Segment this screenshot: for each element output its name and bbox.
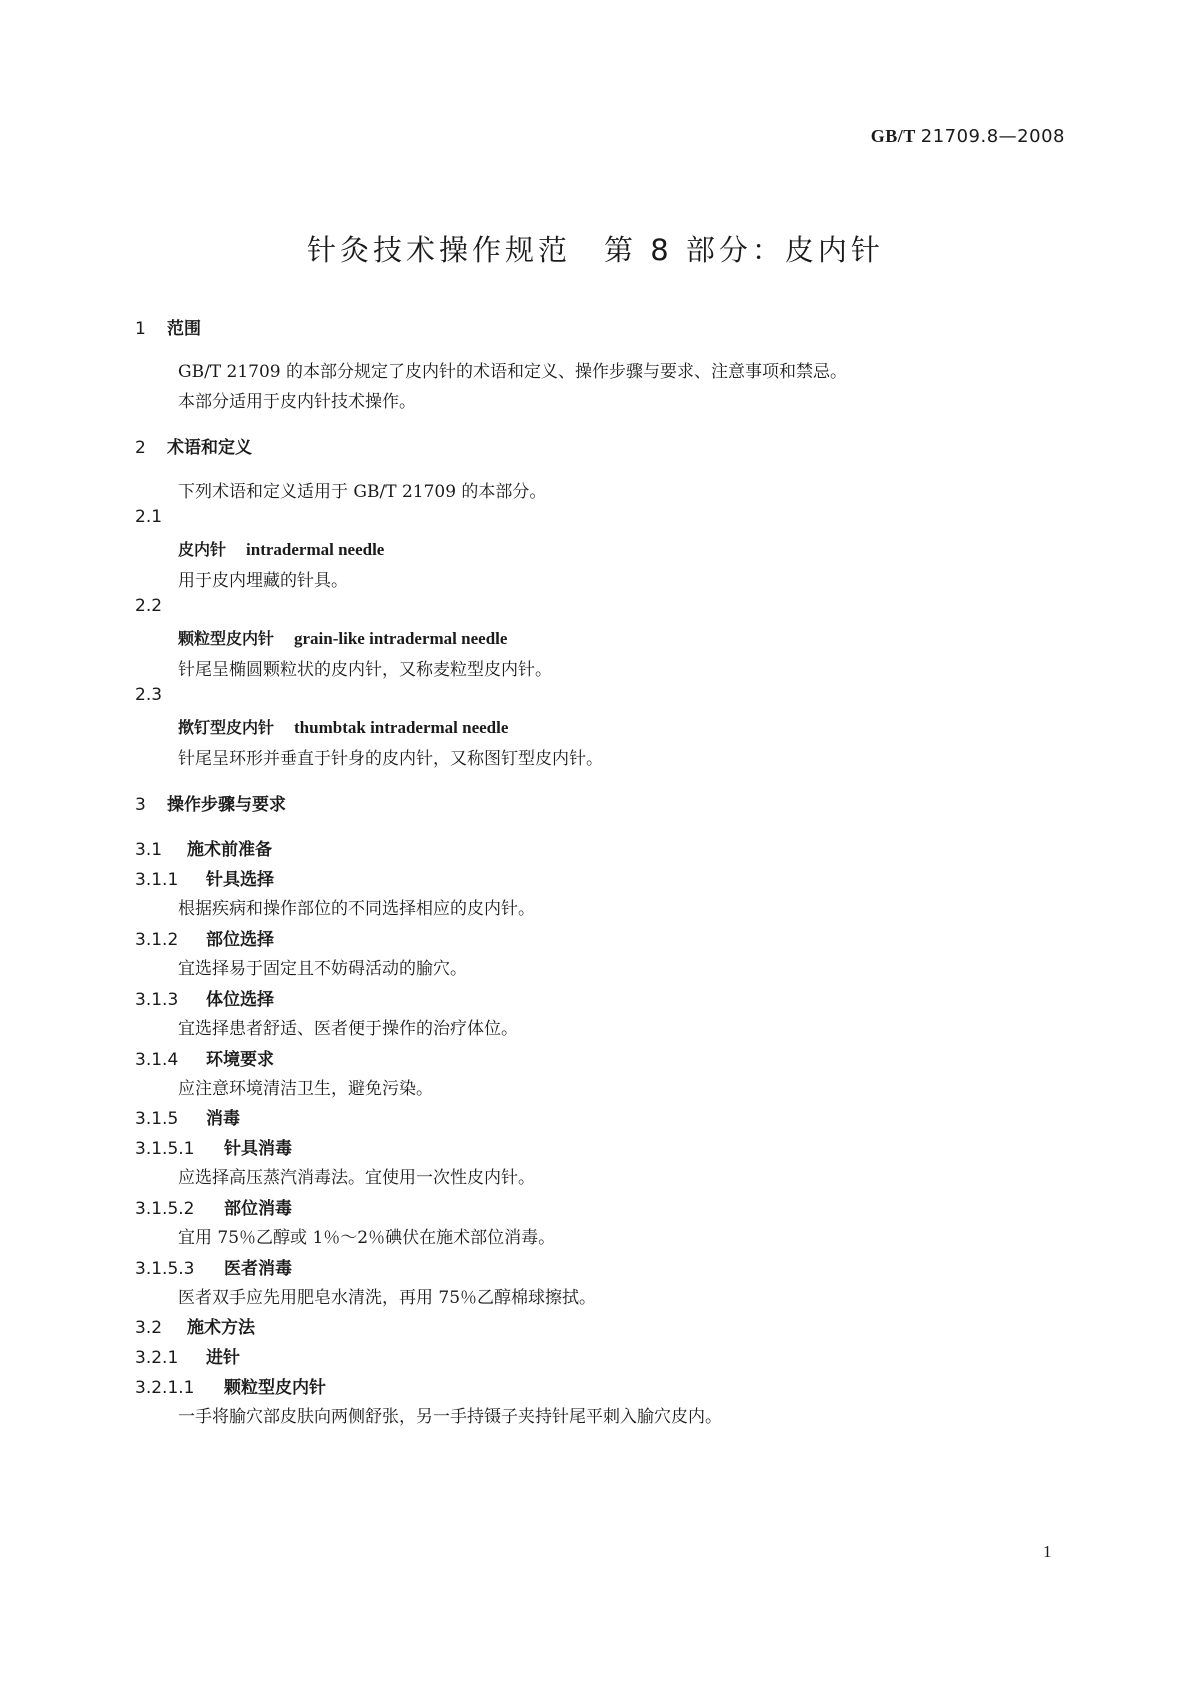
section-3-1-5-3-heading (135, 1254, 292, 1279)
section-number: 3.2.1 (135, 1348, 179, 1368)
section-title: 环境要求 (206, 1050, 274, 1070)
section-number: 3.1.5.2 (135, 1199, 195, 1219)
term-zh: 揿钉型皮内针 (178, 718, 275, 737)
section-3-1-1-text: 根据疾病和操作部位的不同选择相应的皮内针。 (178, 899, 535, 919)
term-2-2-number: 2.2 (135, 596, 163, 616)
term-en: thumbtak intradermal needle (294, 718, 509, 737)
section-number: 3.2.1.1 (135, 1378, 195, 1398)
section-3-1-3-heading (135, 985, 274, 1010)
section-3-1-2-heading (135, 925, 274, 950)
section-title: 针具选择 (206, 870, 274, 890)
section-number: 3.1.5 (135, 1109, 179, 1129)
section-title: 范围 (167, 319, 201, 339)
section-number: 3.1.2 (135, 930, 179, 950)
section-title: 进针 (206, 1348, 240, 1368)
section-3-heading (135, 790, 286, 815)
section-number: 1 (135, 319, 146, 339)
section-2-heading (135, 433, 252, 458)
section-1-paragraph-1: GB/T 21709 的本部分规定了皮内针的术语和定义、操作步骤与要求、注意事项和禁忌。 (178, 362, 848, 382)
section-title: 医者消毒 (224, 1259, 292, 1279)
standard-prefix: GB/T (870, 126, 916, 146)
section-title: 施术前准备 (187, 840, 272, 860)
section-3-1-4-text: 应注意环境清洁卫生，避免污染。 (178, 1079, 433, 1099)
section-3-1-5-heading (135, 1104, 240, 1129)
section-title: 操作步骤与要求 (167, 795, 286, 815)
term-2-1-number: 2.1 (135, 507, 163, 527)
section-number: 3.1.3 (135, 990, 179, 1010)
section-title: 体位选择 (206, 990, 274, 1010)
term-2-2-definition: 针尾呈椭圆颗粒状的皮内针，又称麦粒型皮内针。 (178, 660, 552, 680)
section-number: 3 (135, 795, 146, 815)
section-3-2-1-1-text: 一手将腧穴部皮肤向两侧舒张，另一手持镊子夹持针尾平刺入腧穴皮内。 (178, 1407, 722, 1427)
standard-code (871, 126, 1065, 147)
section-3-1-4-heading (135, 1045, 274, 1070)
section-title: 施术方法 (187, 1318, 255, 1338)
section-number: 3.1.5.1 (135, 1139, 195, 1159)
term-zh: 颗粒型皮内针 (178, 629, 275, 648)
document-title: 针灸技术操作规范 第 8 部分：皮内针 (307, 233, 884, 267)
section-3-2-heading (135, 1313, 255, 1338)
section-3-2-1-1-heading (135, 1373, 326, 1398)
section-number: 3.1.1 (135, 870, 179, 890)
section-number: 3.1.4 (135, 1050, 179, 1070)
section-1-paragraph-2: 本部分适用于皮内针技术操作。 (178, 392, 416, 412)
section-number: 3.1.5.3 (135, 1259, 195, 1279)
term-2-1-name (178, 537, 384, 560)
section-3-1-heading (135, 835, 272, 860)
section-3-1-5-3-text: 医者双手应先用肥皂水清洗，再用 75％乙醇棉球擦拭。 (178, 1288, 597, 1308)
section-3-1-3-text: 宜选择患者舒适、医者便于操作的治疗体位。 (178, 1019, 518, 1039)
section-1-heading (135, 314, 201, 339)
section-number: 2 (135, 438, 146, 458)
term-2-3-name (178, 715, 508, 738)
section-3-1-5-1-text: 应选择高压蒸汽消毒法。宜使用一次性皮内针。 (178, 1168, 535, 1188)
term-2-1-definition: 用于皮内埋藏的针具。 (178, 571, 348, 591)
section-title: 消毒 (206, 1109, 240, 1129)
section-3-1-2-text: 宜选择易于固定且不妨碍活动的腧穴。 (178, 959, 467, 979)
term-2-2-name (178, 626, 507, 649)
term-en: intradermal needle (246, 540, 385, 559)
term-2-3-number: 2.3 (135, 685, 163, 705)
section-title: 部位消毒 (224, 1199, 292, 1219)
section-title: 部位选择 (206, 930, 274, 950)
section-3-1-5-2-text: 宜用 75％乙醇或 1％～2％碘伏在施术部位消毒。 (178, 1228, 556, 1248)
section-number: 3.2 (135, 1318, 163, 1338)
section-3-1-1-heading (135, 865, 274, 890)
section-3-1-5-1-heading (135, 1134, 292, 1159)
section-title: 颗粒型皮内针 (224, 1378, 326, 1398)
section-3-1-5-2-heading (135, 1194, 292, 1219)
term-en: grain-like intradermal needle (294, 629, 508, 648)
standard-number: 21709.8—2008 (920, 126, 1065, 147)
section-title: 术语和定义 (167, 438, 252, 458)
page-number: 1 (1043, 1542, 1052, 1561)
section-number: 3.1 (135, 840, 163, 860)
term-zh: 皮内针 (178, 540, 227, 559)
section-2-paragraph-1: 下列术语和定义适用于 GB/T 21709 的本部分。 (178, 482, 547, 502)
section-title: 针具消毒 (224, 1139, 292, 1159)
term-2-3-definition: 针尾呈环形并垂直于针身的皮内针，又称图钉型皮内针。 (178, 749, 603, 769)
section-3-2-1-heading (135, 1343, 240, 1368)
